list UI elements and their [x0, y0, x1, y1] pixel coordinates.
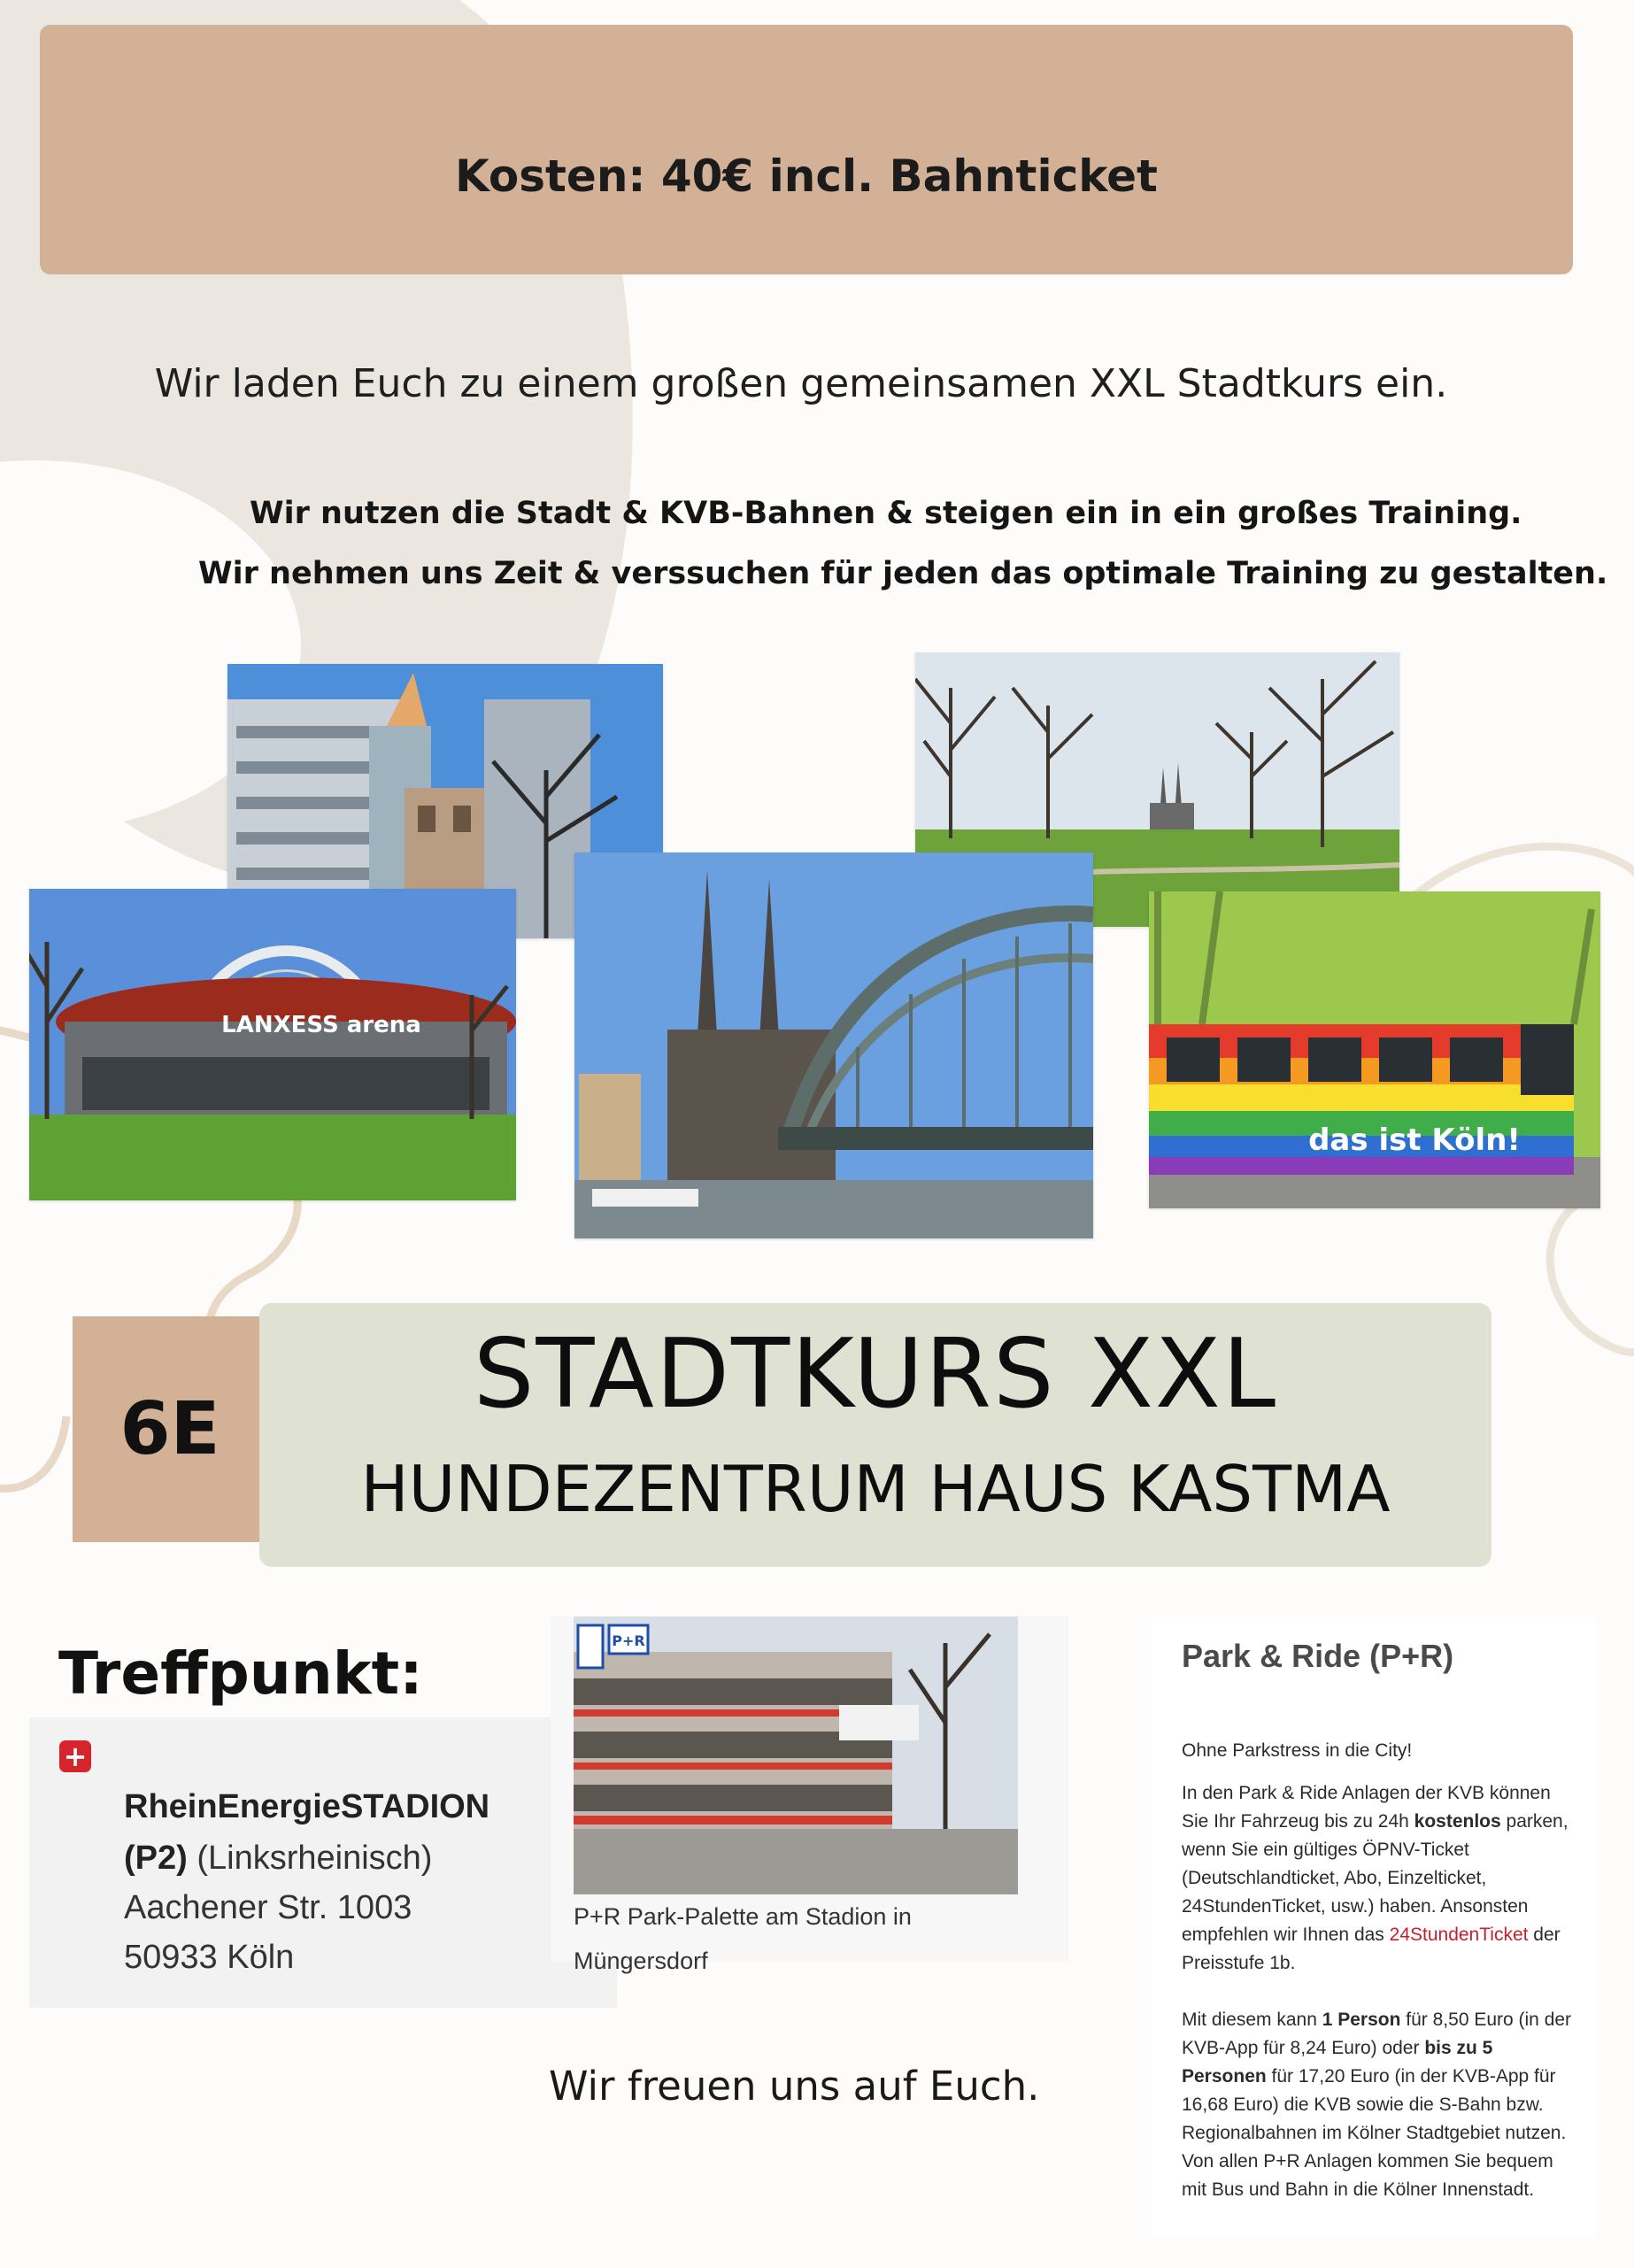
page-subtitle: HUNDEZENTRUM HAUS KASTMA — [360, 1452, 1391, 1526]
parking-photo-caption: P+R Park-Palette am Stadion in Müngersdorf — [574, 1903, 912, 1974]
intro-text: Wir laden Euch zu einem großen gemeinsamen XXL Stadtkurs ein. — [154, 361, 1448, 406]
page-title: STADTKURS XXL — [473, 1319, 1278, 1430]
body-line-1: Wir nutzen die Stadt & KVB-Bahnen & steigen ein in ein großes Training. — [250, 496, 1522, 531]
photo-rainbow-tram — [1149, 891, 1600, 1208]
address-city: 50933 Köln — [124, 1939, 295, 1976]
photo-cathedral-bridge — [574, 852, 1093, 1238]
tram-sign: das ist Köln! — [1308, 1122, 1521, 1158]
venue-parking: (P2) — [124, 1840, 188, 1877]
cost-text: Kosten: 40€ incl. Bahnticket — [455, 150, 1158, 202]
address-street: Aachener Str. 1003 — [124, 1889, 412, 1926]
meeting-point-heading: Treffpunkt: — [58, 1639, 423, 1708]
body-line-2: Wir nehmen uns Zeit & verssuchen für jeden das optimale Training zu gestalten. — [198, 556, 1608, 591]
course-badge-text: 6E — [119, 1387, 220, 1471]
address-parking — [124, 1840, 432, 1878]
photo-lanxess-arena — [29, 889, 516, 1200]
venue-name: RheinEnergieSTADION — [124, 1788, 490, 1825]
arena-sign: LANXESS arena — [221, 1012, 421, 1038]
park-ride-paragraph-1: In den Park & Ride Anlagen der KVB können Sie Ihr Fahrzeug bis zu 24h kostenlos parken, wenn Sie ein gültiges ÖPNV-Ticket (Deutschlandticket, Abo, Einzelticket, 24StundenTicket, usw.) haben. Ansonsten empfehlen wir Ihnen das 24StundenTicket der Preisstufe 1b. — [1182, 1783, 1568, 1973]
venue-side: (Linksrheinisch) — [197, 1840, 433, 1877]
swiss-flag-icon: + — [59, 1740, 91, 1772]
ticket-link[interactable]: 24StundenTicket — [1389, 1925, 1529, 1945]
free-highlight: kostenlos — [1414, 1811, 1501, 1832]
closing-text: Wir freuen uns auf Euch. — [549, 2063, 1040, 2110]
parking-sign: P+R — [612, 1632, 645, 1649]
park-ride-tagline: Ohne Parkstress in die City! — [1182, 1740, 1413, 1761]
course-badge — [73, 1316, 267, 1542]
photo-parking-garage — [574, 1616, 1018, 1894]
park-ride-title: Park & Ride (P+R) — [1182, 1638, 1454, 1674]
park-ride-paragraph-2: Mit diesem kann 1 Person für 8,50 Euro (in der KVB-App für 8,24 Euro) oder bis zu 5 Personen für 17,20 Euro (in der KVB-App für 16,68 Euro) die KVB sowie die S-Bahn bzw. Regionalbahnen im Kölner Stadtgebiet nutzen. Von allen P+R Anlagen kommen Sie bequem mit Bus und Bahn in die Kölner Innenstadt. — [1182, 2010, 1572, 2200]
address-name — [124, 1788, 489, 1826]
cost-banner — [40, 25, 1573, 274]
